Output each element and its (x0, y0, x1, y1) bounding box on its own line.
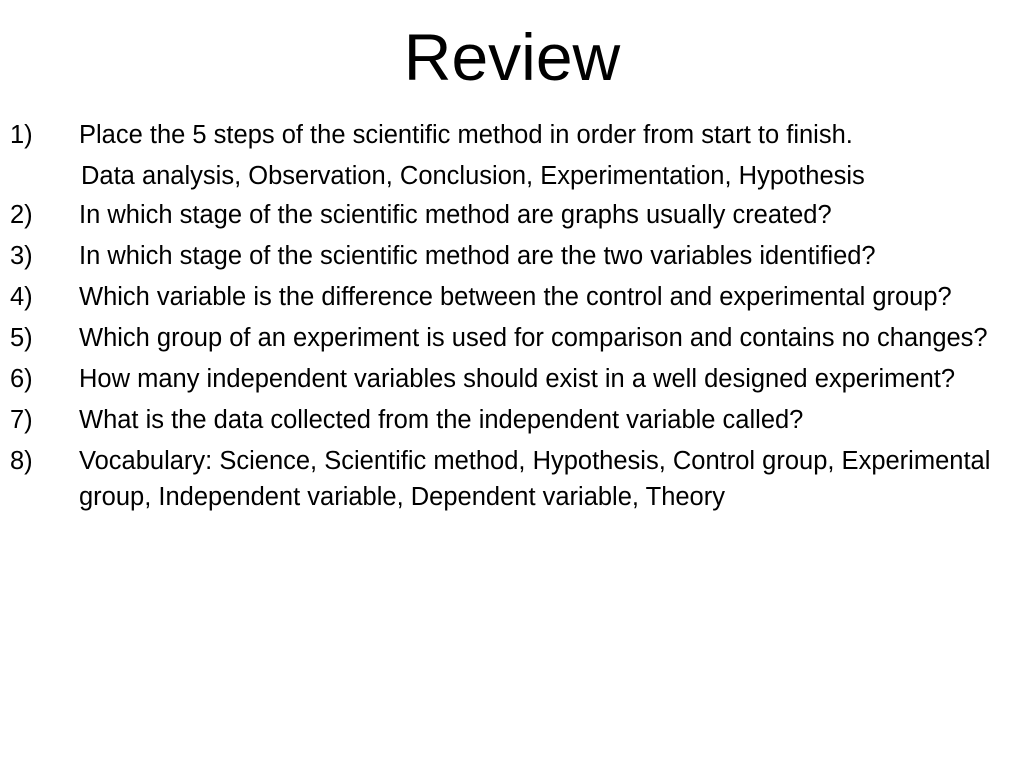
list-item-5 (10, 320, 1018, 356)
item-text: In which stage of the scientific method are graphs usually created? (79, 201, 832, 229)
item-text: Place the 5 steps of the scientific method in order from start to finish. (79, 121, 853, 149)
item-number: 6) (10, 365, 33, 393)
list-item-4 (10, 279, 1018, 315)
question-list (10, 117, 1018, 520)
item-number: 2) (10, 201, 33, 229)
item-text: In which stage of the scientific method are the two variables identified? (79, 242, 876, 270)
slide-title: Review (403, 20, 621, 94)
item-number: 4) (10, 283, 33, 311)
item-text: Which variable is the difference between the control and experimental group? (79, 283, 952, 311)
item-text: Which group of an experiment is used for comparison and contains no changes? (79, 324, 988, 352)
list-item-8 (10, 443, 1018, 515)
list-item-1 (10, 117, 1018, 153)
list-item-2 (10, 197, 1018, 233)
item-1-subline: Data analysis, Observation, Conclusion, Experimentation, Hypothesis (81, 162, 865, 190)
list-item-7 (10, 402, 1018, 438)
list-item-3 (10, 238, 1018, 274)
item-text: What is the data collected from the independent variable called? (79, 406, 804, 434)
item-number: 7) (10, 406, 33, 434)
item-number: 3) (10, 242, 33, 270)
list-item-6 (10, 361, 1018, 397)
item-text: How many independent variables should exist in a well designed experiment? (79, 365, 956, 393)
item-number: 5) (10, 324, 33, 352)
item-number: 8) (10, 447, 33, 475)
item-number: 1) (10, 121, 33, 149)
item-text: Vocabulary: Science, Scientific method, Hypothesis, Control group, Experimental group, Independent variable, Dependent variable, Theory (79, 447, 991, 511)
